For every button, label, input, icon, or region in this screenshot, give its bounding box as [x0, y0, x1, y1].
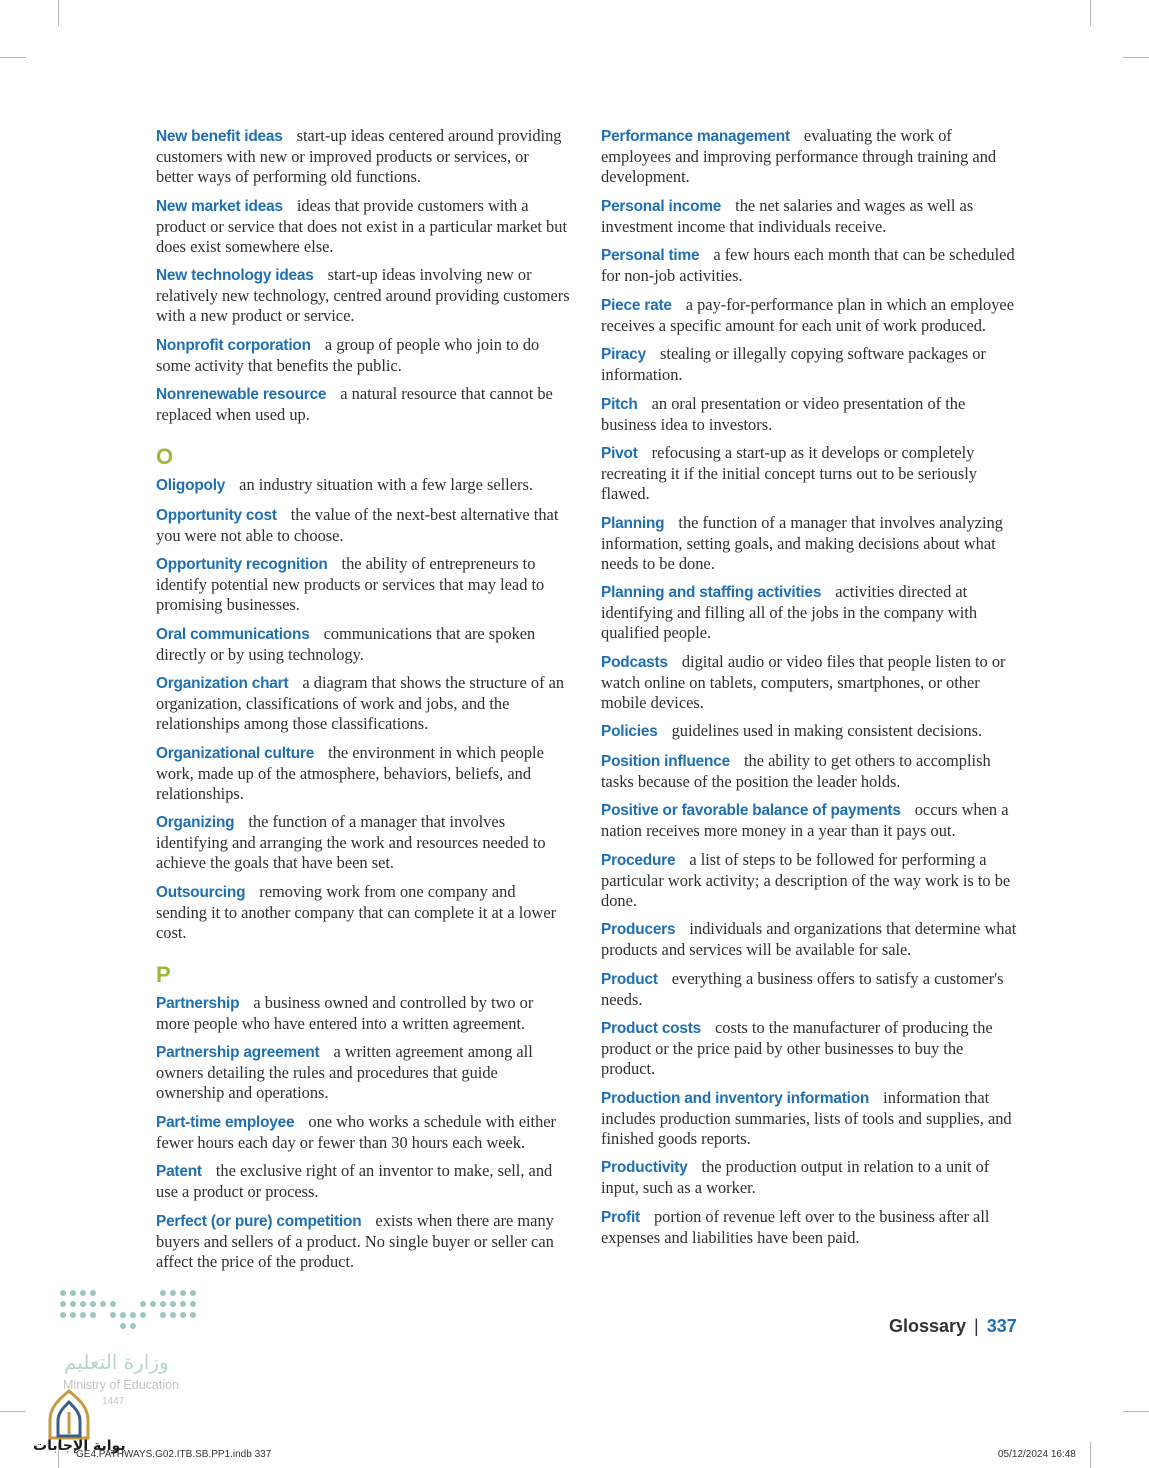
- glossary-entry: [601, 969, 1019, 1010]
- glossary-definition: evaluating the work of employees and improving performance through training and development.: [601, 126, 997, 186]
- glossary-definition: individuals and organizations that determine what products and services will be available for sale.: [601, 919, 1017, 959]
- glossary-definition: a few hours each month that can be scheduled for non-job activities.: [601, 245, 1015, 285]
- glossary-definition: a list of steps to be followed for performing a particular work activity; a description of the way work is to be done.: [601, 849, 1011, 910]
- ministry-dot: [160, 1301, 166, 1307]
- glossary-entry: [156, 624, 570, 665]
- glossary-entry: [156, 475, 570, 496]
- glossary-entry: [601, 1088, 1019, 1149]
- glossary-entry: [601, 582, 1019, 643]
- glossary-definition: information that includes production summaries, lists of tools and supplies, and finished goods reports.: [601, 1087, 1012, 1148]
- ministry-dot: [60, 1312, 66, 1318]
- glossary-definition: communications that are spoken directly or by using technology.: [156, 623, 536, 664]
- glossary-definition: start-up ideas involving new or relatively new technology, centred around providing customers with a new product or service.: [156, 265, 570, 325]
- page-number: 337: [986, 1316, 1017, 1336]
- glossary-term: Oral communications: [156, 625, 310, 643]
- crop-mark: [0, 1411, 26, 1412]
- glossary-entry: [601, 1207, 1019, 1248]
- ministry-year: 1447: [102, 1396, 125, 1407]
- ministry-dot: [190, 1301, 196, 1307]
- print-slug: GE4.PATHWAYS.G02.ITB.SB.PP1.indb 337: [76, 1449, 272, 1460]
- ministry-dot: [140, 1301, 146, 1307]
- ministry-dot: [120, 1312, 126, 1318]
- glossary-entry: [601, 344, 1019, 385]
- crop-mark: [1123, 57, 1149, 58]
- glossary-definition: the value of the next-best alternative that you were not able to choose.: [156, 504, 559, 545]
- ministry-dot: [70, 1301, 76, 1307]
- glossary-term: Policies: [601, 723, 658, 740]
- glossary-term: Performance management: [601, 128, 790, 145]
- page-footer-label: [889, 1316, 1017, 1337]
- glossary-entry: [601, 751, 1019, 792]
- crop-mark: [1123, 1411, 1149, 1412]
- section-letter: O: [156, 444, 174, 469]
- glossary-definition: a natural resource that cannot be replaced when used up.: [156, 384, 553, 424]
- glossary-term: Product costs: [601, 1020, 702, 1037]
- glossary-entry: [156, 554, 570, 615]
- glossary-entry: [156, 1211, 570, 1272]
- glossary-definition: one who works a schedule with either fewer hours each day or fewer than 30 hours each week.: [156, 1111, 557, 1152]
- glossary-entry: [601, 245, 1019, 286]
- glossary-term: Perfect (or pure) competition: [156, 1212, 362, 1230]
- glossary-definition: exists when there are many buyers and sellers of a product. No single buyer or seller can affect the price of the product.: [156, 1210, 554, 1271]
- ministry-dot: [130, 1323, 136, 1329]
- glossary-entry: [156, 673, 570, 734]
- glossary-entry: [601, 126, 1019, 187]
- ministry-dot: [180, 1312, 186, 1318]
- ministry-dot: [90, 1301, 96, 1307]
- glossary-term: Organization chart: [156, 675, 289, 692]
- glossary-definition: the ability of entrepreneurs to identify potential new products or services that may lead to promising businesses.: [156, 554, 545, 614]
- glossary-right-column: [601, 126, 1019, 1256]
- glossary-term: Planning and staffing activities: [601, 584, 822, 601]
- glossary-entry: [156, 812, 570, 873]
- ministry-dot: [110, 1312, 116, 1318]
- ministry-dot: [150, 1301, 156, 1307]
- ministry-dot: [190, 1290, 196, 1296]
- ministry-logo: [60, 1290, 210, 1336]
- crop-mark: [1090, 0, 1091, 26]
- ministry-dot: [170, 1312, 176, 1318]
- glossary-definition: removing work from one company and sending it to another company that can complete it at a lower cost.: [156, 881, 557, 942]
- glossary-term: Piece rate: [601, 296, 672, 314]
- ministry-dot: [80, 1301, 86, 1307]
- glossary-definition: the ability to get others to accomplish tasks because of the position the leader holds.: [601, 750, 991, 791]
- glossary-entry: [156, 335, 570, 376]
- ministry-dot: [80, 1290, 86, 1296]
- ministry-dot: [130, 1312, 136, 1318]
- glossary-entry: [156, 196, 570, 257]
- ministry-dot: [170, 1301, 176, 1307]
- glossary-entry: [156, 265, 570, 326]
- glossary-definition: costs to the manufacturer of producing the product or the price paid by other businesses to buy the product.: [601, 1018, 993, 1078]
- glossary-term: Personal time: [601, 247, 700, 264]
- glossary-term: New technology ideas: [156, 267, 314, 284]
- glossary-definition: a written agreement among all owners detailing the rules and procedures that guide ownership and operations.: [156, 1042, 533, 1102]
- ministry-dot: [100, 1301, 106, 1307]
- glossary-entry: [156, 384, 570, 425]
- glossary-term: Productivity: [601, 1159, 688, 1176]
- glossary-term: Organizing: [156, 814, 235, 831]
- glossary-definition: guidelines used in making consistent decisions.: [671, 721, 983, 740]
- glossary-entry: [601, 1018, 1019, 1079]
- glossary-entry: [601, 513, 1019, 574]
- glossary-term: Patent: [156, 1163, 202, 1180]
- glossary-term: Part-time employee: [156, 1113, 295, 1131]
- glossary-term: Profit: [601, 1208, 640, 1226]
- glossary-term: Organizational culture: [156, 744, 315, 762]
- ministry-arabic-text: وزارة التعليم: [64, 1350, 169, 1374]
- glossary-entry: [601, 800, 1019, 841]
- section-letter: P: [156, 961, 171, 987]
- glossary-definition: the net salaries and wages as well as investment income that individuals receive.: [601, 195, 974, 236]
- crop-mark: [0, 57, 26, 58]
- glossary-definition: the exclusive right of an inventor to make, sell, and use a product or process.: [156, 1161, 553, 1201]
- glossary-entry: [601, 919, 1019, 960]
- glossary-definition: a group of people who join to do some activity that benefits the public.: [156, 334, 540, 375]
- glossary-definition: a diagram that shows the structure of an organization, classifications of work and jobs, and the relationships among those classifications.: [156, 673, 565, 733]
- ministry-dot: [90, 1290, 96, 1296]
- glossary-entry: [156, 743, 570, 804]
- glossary-definition: the function of a manager that involves identifying and arranging the work and resources needed to achieve the goals that have been set.: [156, 812, 546, 872]
- ministry-dots-icon: [60, 1290, 200, 1336]
- glossary-entry: [601, 295, 1019, 336]
- glossary-definition: the environment in which people work, made up of the atmosphere, behaviors, beliefs, and relationships.: [156, 742, 544, 803]
- glossary-term: Production and inventory information: [601, 1089, 870, 1107]
- glossary-entry: [156, 1161, 570, 1202]
- glossary-definition: a pay-for-performance plan in which an employee receives a specific amount for each unit of work produced.: [601, 294, 1014, 335]
- glossary-term: Piracy: [601, 346, 647, 363]
- glossary-definition: portion of revenue left over to the business after all expenses and liabilities have been paid.: [601, 1206, 990, 1247]
- glossary-entry: [156, 882, 570, 943]
- glossary-term: Nonrenewable resource: [156, 386, 327, 403]
- glossary-term: Pitch: [601, 395, 638, 413]
- glossary-definition: refocusing a start-up as it develops or completely recreating it if the initial concept turns out to be seriously flawed.: [601, 443, 977, 503]
- glossary-term: New market ideas: [156, 197, 283, 215]
- glossary-entry: [601, 721, 1019, 742]
- glossary-term: Procedure: [601, 851, 676, 869]
- glossary-entry: [156, 993, 570, 1034]
- glossary-definition: an industry situation with a few large sellers.: [239, 475, 533, 494]
- glossary-term: Positive or favorable balance of payments: [601, 802, 901, 819]
- glossary-term: Partnership agreement: [156, 1044, 320, 1061]
- ministry-dot: [70, 1290, 76, 1296]
- glossary-definition: start-up ideas centered around providing customers with new or improved products or services, or better ways of performing old functions.: [156, 126, 562, 186]
- glossary-definition: the function of a manager that involves analyzing information, setting goals, and making decisions about what needs to be done.: [601, 512, 1003, 573]
- glossary-term: Opportunity recognition: [156, 556, 328, 573]
- ministry-dot: [190, 1312, 196, 1318]
- glossary-term: Pivot: [601, 445, 638, 462]
- glossary-entry: [601, 196, 1019, 237]
- section-title: Glossary: [889, 1316, 967, 1336]
- glossary-left-column: [156, 126, 570, 1280]
- glossary-entry: [601, 443, 1019, 504]
- ministry-dot: [120, 1323, 126, 1329]
- ministry-dot: [180, 1290, 186, 1296]
- glossary-term: Partnership: [156, 994, 240, 1012]
- glossary-entry: [156, 505, 570, 546]
- portal-logo-icon: [44, 1388, 94, 1440]
- ministry-dot: [140, 1312, 146, 1318]
- ministry-dot: [80, 1312, 86, 1318]
- crop-mark: [1090, 1442, 1091, 1468]
- ministry-dot: [160, 1312, 166, 1318]
- glossary-definition: ideas that provide customers with a product or service that does not exist in a particular market but does exist somewhere else.: [156, 195, 567, 256]
- glossary-definition: the production output in relation to a unit of input, such as a worker.: [601, 1157, 990, 1197]
- glossary-entry: [156, 1112, 570, 1153]
- glossary-definition: a business owned and controlled by two or more people who have entered into a written agreement.: [156, 992, 534, 1033]
- glossary-term: Product: [601, 970, 658, 988]
- ministry-dot: [170, 1290, 176, 1296]
- glossary-term: Outsourcing: [156, 883, 246, 901]
- ministry-dot: [180, 1301, 186, 1307]
- glossary-term: Opportunity cost: [156, 506, 277, 524]
- footer-separator: |: [974, 1316, 979, 1336]
- ministry-dot: [110, 1301, 116, 1307]
- glossary-term: Planning: [601, 514, 665, 532]
- glossary-term: Position influence: [601, 752, 730, 770]
- glossary-term: Nonprofit corporation: [156, 336, 311, 354]
- glossary-term: Oligopoly: [156, 477, 226, 494]
- glossary-entry: [601, 1157, 1019, 1198]
- glossary-entry: [156, 1042, 570, 1103]
- glossary-entry: [156, 126, 570, 187]
- portal-name: بوابة الإجابات: [33, 1438, 126, 1454]
- crop-mark: [58, 0, 59, 26]
- ministry-dot: [90, 1312, 96, 1318]
- glossary-definition: digital audio or video files that people listen to or watch online on tablets, computers, smartphones, or other mobile devices.: [601, 651, 1006, 712]
- glossary-entry: [601, 394, 1019, 435]
- glossary-entry: [601, 652, 1019, 713]
- glossary-definition: activities directed at identifying and filling all of the jobs in the company with qualified people.: [601, 582, 978, 642]
- glossary-definition: an oral presentation or video presentation of the business idea to investors.: [601, 393, 966, 434]
- glossary-definition: everything a business offers to satisfy a customer's needs.: [601, 968, 1004, 1009]
- glossary-entry: [601, 850, 1019, 911]
- glossary-term: New benefit ideas: [156, 128, 283, 145]
- ministry-english-text: Ministry of Education: [63, 1378, 180, 1392]
- glossary-definition: occurs when a nation receives more money in a year than it pays out.: [601, 800, 1009, 840]
- glossary-term: Producers: [601, 921, 676, 938]
- ministry-dot: [160, 1290, 166, 1296]
- ministry-dot: [70, 1312, 76, 1318]
- print-date: 05/12/2024 16:48: [998, 1449, 1076, 1460]
- ministry-dot: [60, 1290, 66, 1296]
- glossary-term: Personal income: [601, 197, 722, 215]
- glossary-term: Podcasts: [601, 653, 668, 671]
- glossary-definition: stealing or illegally copying software packages or information.: [601, 344, 986, 384]
- ministry-dot: [60, 1301, 66, 1307]
